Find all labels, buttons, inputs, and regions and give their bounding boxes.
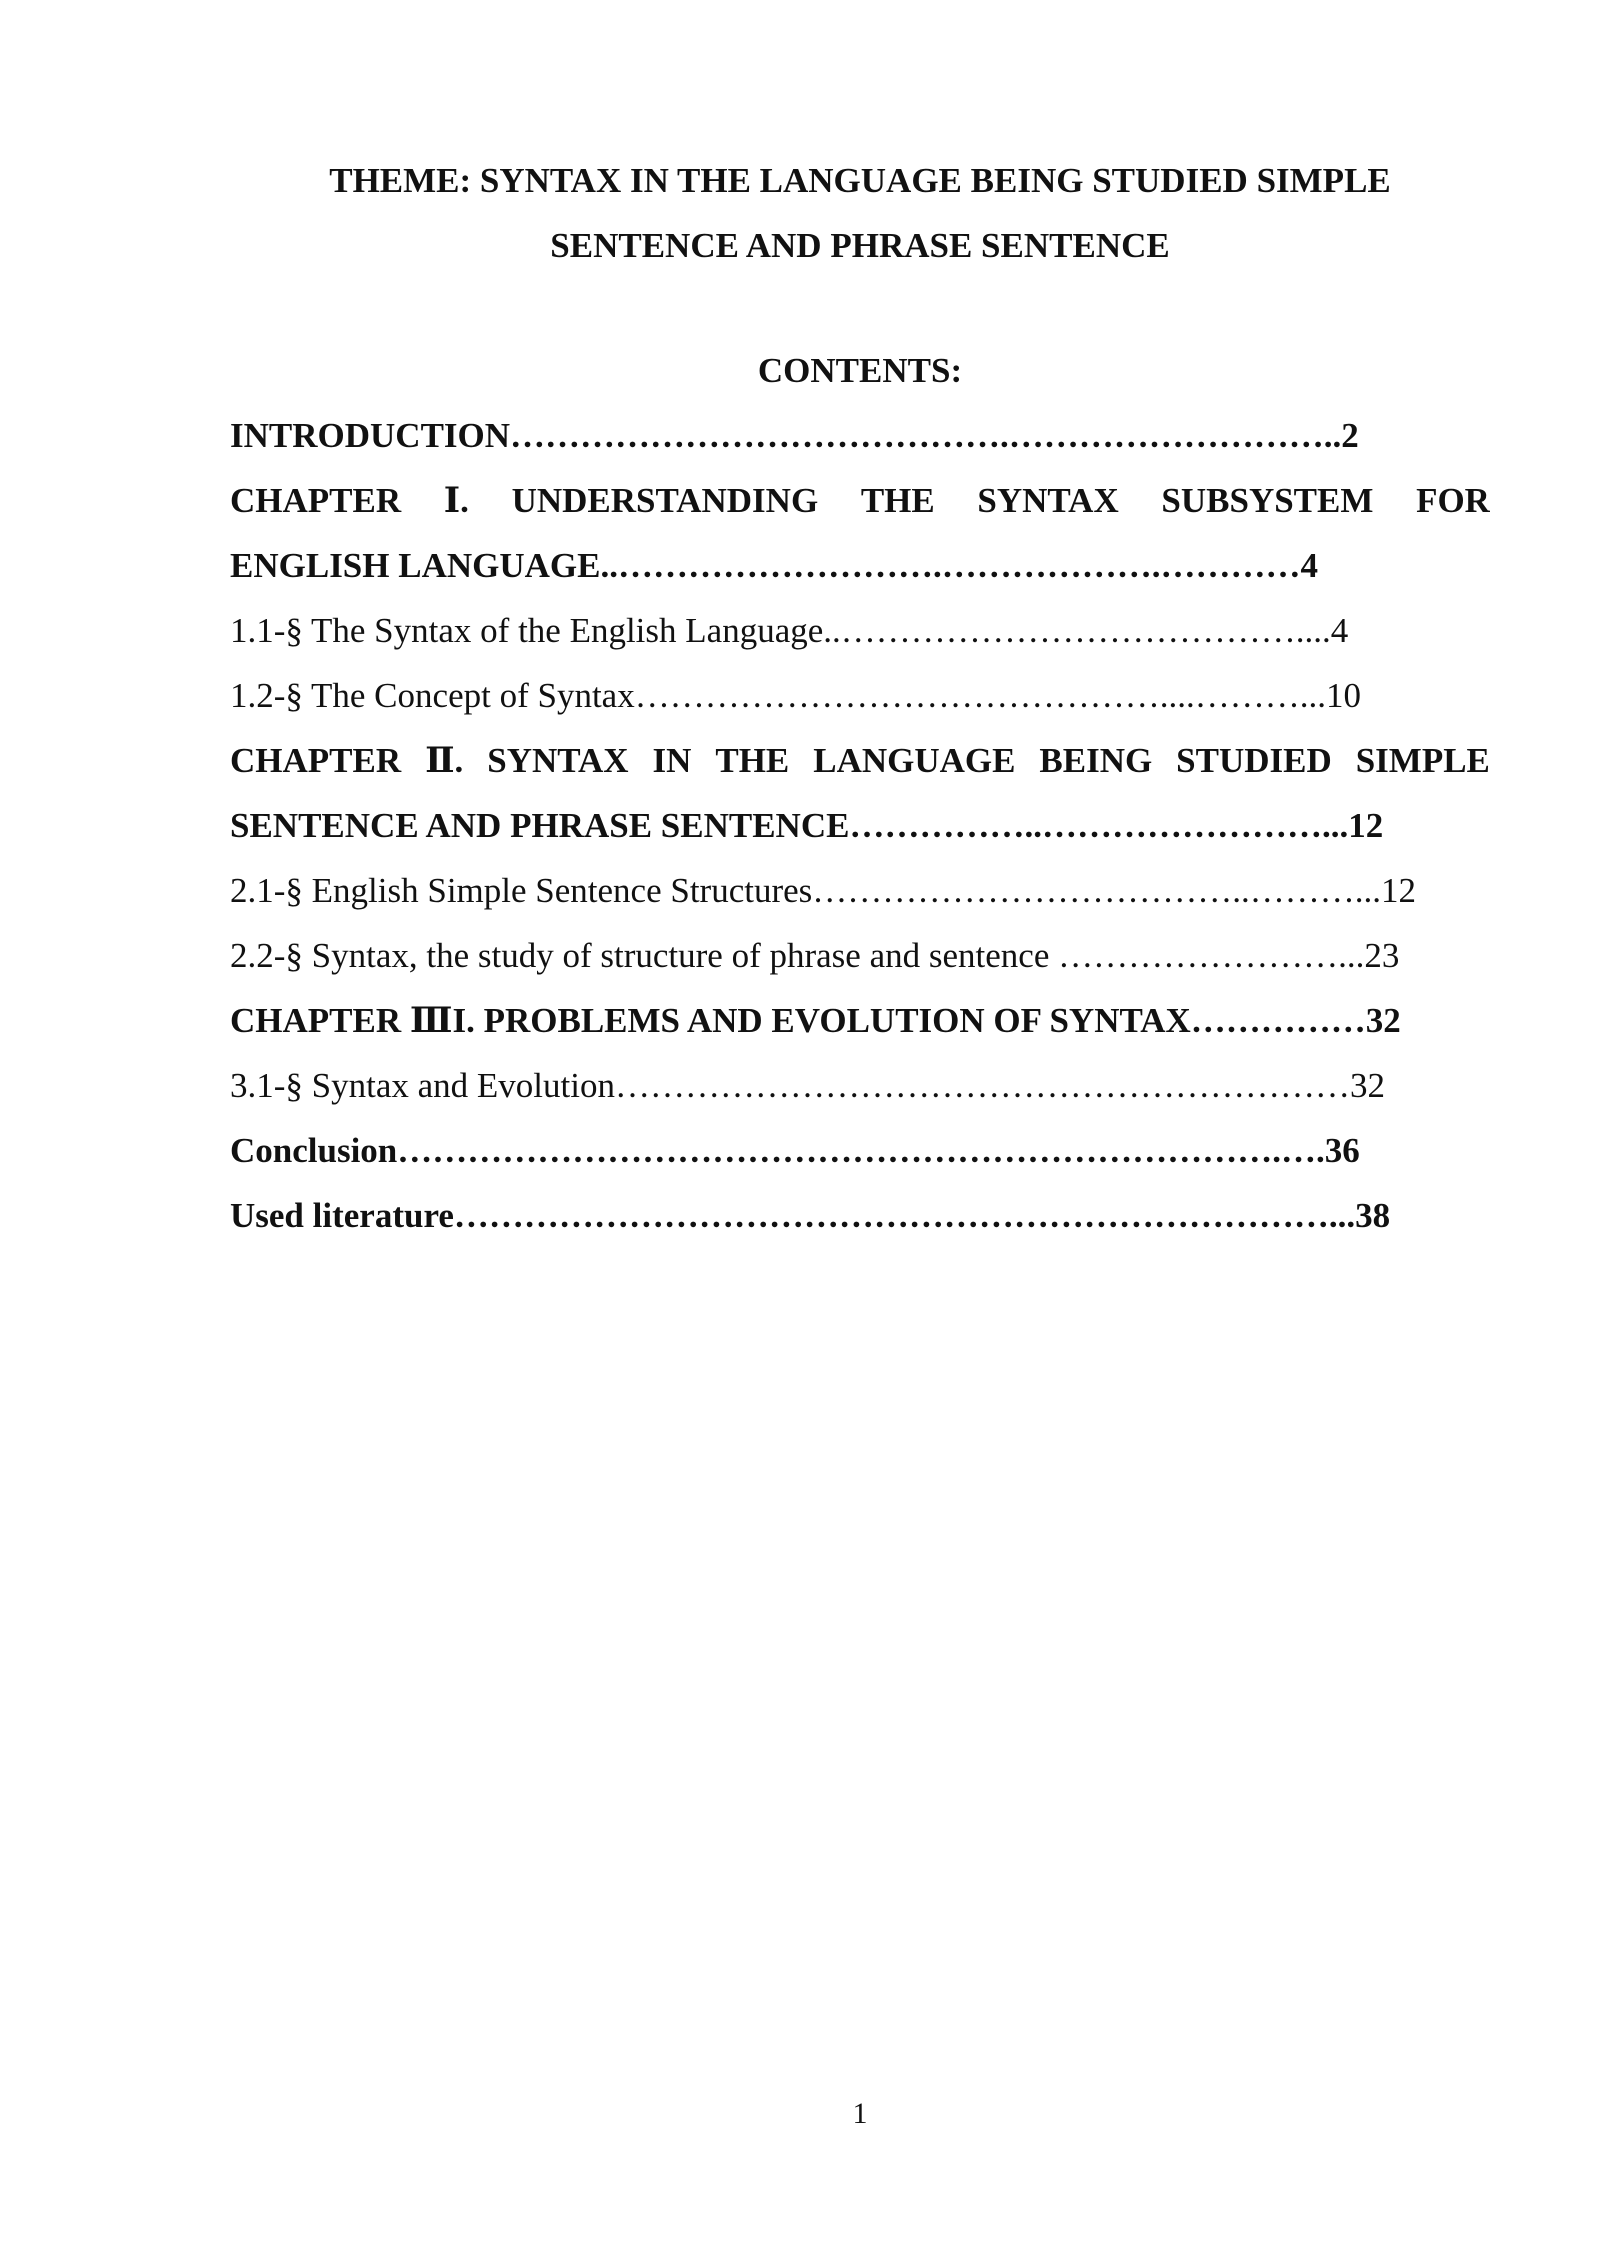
toc-word: BEING (1039, 741, 1153, 780)
title-line-1: THEME: SYNTAX IN THE LANGUAGE BEING STUDIED SIMPLE (329, 161, 1391, 200)
toc-word: IN (652, 741, 692, 780)
toc-word: THE (860, 481, 935, 520)
toc-entry-used-literature: Used literature…………………………………………………………………...38 (230, 1196, 1391, 1235)
title-line-2: SENTENCE AND PHRASE SENTENCE (550, 226, 1170, 265)
toc-entry-introduction: INTRODUCTION…………………………………….………………………..2 (230, 416, 1359, 455)
toc-word: CHAPTER (230, 481, 402, 520)
toc-word: THE (715, 741, 790, 780)
toc-entry-conclusion: Conclusion………………………………………………………………….….36 (230, 1131, 1360, 1170)
toc-word: SYNTAX (487, 741, 629, 780)
toc-word: SUBSYSTEM (1161, 481, 1374, 520)
toc-word: LANGUAGE (813, 741, 1016, 780)
toc-entry-section-1-2: 1.2-§ The Concept of Syntax………………………………………....………...10 (230, 676, 1361, 715)
page-number: 1 (852, 2097, 868, 2130)
toc-entry-chapter-1-line-2: ENGLISH LANGUAGE..……………………….……………….…………4 (230, 546, 1318, 585)
contents-heading: CONTENTS: (757, 351, 963, 390)
toc-word: CHAPTER (230, 741, 402, 780)
toc-word: SYNTAX (977, 481, 1119, 520)
table-of-contents (230, 403, 1490, 1248)
toc-word: STUDIED (1176, 741, 1332, 780)
toc-word: Ⅱ. (425, 741, 464, 780)
document-title (230, 148, 1490, 278)
toc-entry-section-2-2: 2.2-§ Syntax, the study of structure of phrase and sentence ……………………...23 (230, 936, 1400, 975)
toc-entry-section-1-1: 1.1-§ The Syntax of the English Language..…………………………………....4 (230, 611, 1349, 650)
toc-entry-chapter-3: CHAPTER ⅢI. PROBLEMS AND EVOLUTION OF SYNTAX……………32 (230, 1001, 1401, 1040)
toc-word: Ⅰ. (443, 481, 469, 520)
toc-entry-chapter-1-line-1 (230, 468, 1490, 533)
toc-entry-section-2-1: 2.1-§ English Simple Sentence Structures………………………………..………...12 (230, 871, 1417, 910)
toc-word: UNDERSTANDING (511, 481, 819, 520)
toc-word: FOR (1416, 481, 1490, 520)
toc-entry-chapter-2-line-1 (230, 728, 1490, 793)
toc-word: SIMPLE (1355, 741, 1490, 780)
toc-entry-chapter-2-line-2: SENTENCE AND PHRASE SENTENCE……………..……………………...12 (230, 806, 1384, 845)
toc-entry-section-3-1: 3.1-§ Syntax and Evolution………………………………………………………32 (230, 1066, 1385, 1105)
